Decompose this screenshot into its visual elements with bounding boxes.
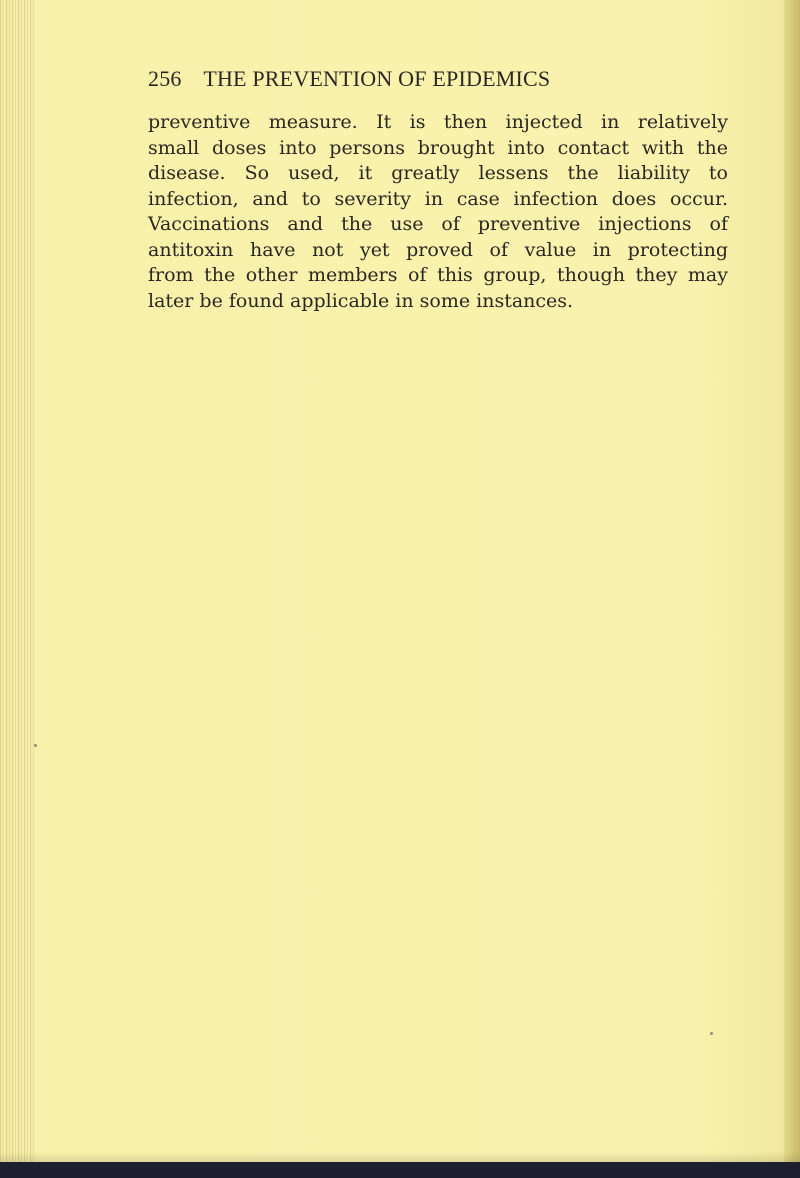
text-line: preventive measure. It is then injected in relatively [148, 111, 728, 133]
text-line: later be found applicable in some instances. [148, 289, 574, 312]
running-head: THE PREVENTION OF EPIDEMICS [203, 66, 551, 91]
scan-bottom-bar [0, 1162, 800, 1178]
page-binding-edge [0, 0, 36, 1178]
paper-speck [710, 1032, 713, 1035]
body-paragraph [148, 110, 728, 314]
bottom-shadow [0, 1152, 800, 1162]
text-line: infection, and to severity in case infection does occur. [148, 187, 728, 210]
text-line: Vaccinations and the use of preventive injections of [148, 213, 728, 235]
text-line: small doses into persons brought into contact with the [148, 136, 728, 159]
text-line: disease. So used, it greatly lessens the liability to [148, 162, 728, 184]
text-line: antitoxin have not yet proved of value in protecting [148, 238, 728, 261]
page-header [148, 66, 728, 92]
page-number: 256 [148, 66, 182, 91]
paper-speck [34, 744, 37, 747]
text-line: from the other members of this group, though they may [148, 264, 728, 286]
page-right-edge [784, 0, 800, 1178]
